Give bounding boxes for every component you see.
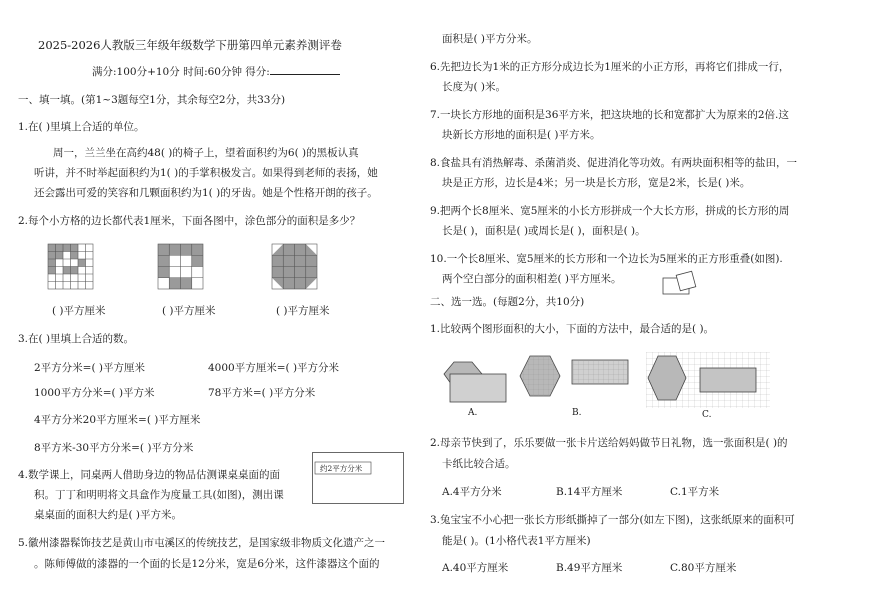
s2-q1-label-c: C. xyxy=(702,410,712,420)
section1-heading: 一、填一填。(第1~3题每空1分，其余每空2分，共33分) xyxy=(18,94,286,106)
q3-item: 4000平方厘米=( )平方分米 xyxy=(208,362,340,374)
q2-grid-figure-3 xyxy=(272,244,318,290)
s2-q1-label-b: B. xyxy=(572,408,582,418)
section2-heading: 二、选一选。(每题2分，共10分) xyxy=(430,296,585,308)
s2-q3-line: 能是( )。(1小格代表1平方厘米) xyxy=(442,535,591,547)
q9-line: 长是( )，面积是( )或周长是( )，面积是( )。 xyxy=(442,225,646,237)
q5-continuation: 面积是( )平方分米。 xyxy=(442,33,538,45)
q9-line: 9.把两个长8厘米、宽5厘米的小长方形拼成一个大长方形，拼成的长方形的周 xyxy=(430,205,790,217)
q1-prompt: 1.在( )里填上合适的单位。 xyxy=(18,121,145,133)
s2-q3-option-a: A.40平方厘米 xyxy=(442,562,509,574)
s2-q3-option-c: C.80平方厘米 xyxy=(670,562,737,574)
q5-line: 5.徽州漆器髹饰技艺是黄山市屯溪区的传统技艺，是国家级非物质文化遗产之一 xyxy=(18,537,386,549)
q2-answer-2: ( )平方厘米 xyxy=(162,305,216,317)
s2-q1-option-a-figure xyxy=(442,360,510,406)
q4-figure-label: 约2平方分米 xyxy=(320,464,363,473)
q1-line: 周一，兰兰坐在高约48( )的椅子上，望着面积约为6( )的黑板认真 xyxy=(53,147,359,159)
s2-q3-option-b: B.49平方厘米 xyxy=(556,562,623,574)
q4-desk-figure xyxy=(312,452,404,504)
q6-line: 6.先把边长为1米的正方形分成边长为1厘米的小正方形，再将它们排成一行， xyxy=(430,61,790,73)
q6-line: 长度为( )米。 xyxy=(442,81,507,93)
q3-item: 78平方米=( )平方分米 xyxy=(208,387,316,399)
q1-line: 还会露出可爱的笑容和几颗面积约为1( )的牙齿。她是个性格开朗的孩子。 xyxy=(34,187,378,199)
s2-q2-line: 2.母亲节快到了，乐乐要做一张卡片送给妈妈做节日礼物，选一张面积是( )的 xyxy=(430,437,788,449)
s2-q1-prompt: 1.比较两个图形面积的大小，下面的方法中，最合适的是( )。 xyxy=(430,323,715,335)
q8-line: 块是正方形，边长是4米；另一块是长方形，宽是2米，长是( )米。 xyxy=(442,177,751,189)
s2-q2-option-c: C.1平方米 xyxy=(670,486,720,498)
s2-q2-line: 卡纸比较合适。 xyxy=(442,458,516,470)
q4-line: 积。丁丁和明明将文具盒作为度量工具(如图)，测出课 xyxy=(34,489,284,501)
q3-item: 1000平方分米=( )平方米 xyxy=(34,387,155,399)
q7-line: 块新长方形地的面积是( )平方米。 xyxy=(442,129,601,141)
q4-line: 4.数学课上，同桌两人借助身边的物品估测课桌桌面的面 xyxy=(18,469,281,481)
q10-line: 两个空白部分的面积相差( )平方厘米。 xyxy=(442,273,622,285)
q2-grid-figure-2 xyxy=(158,244,204,290)
score-line xyxy=(92,64,340,79)
score-line-text: 满分:100分+10分 时间:60分钟 得分: xyxy=(92,66,270,78)
q3-item: 2平方分米=( )平方厘米 xyxy=(34,362,146,374)
s2-q1-option-b-figure xyxy=(518,354,636,406)
q10-line: 10.一个长8厘米、宽5厘米的长方形和一个边长为5厘米的正方形重叠(如图). xyxy=(430,253,783,265)
s2-q3-line: 3.兔宝宝不小心把一张长方形纸撕掉了一部分(如左下图)，这张纸原来的面积可 xyxy=(430,514,795,526)
q3-prompt: 3.在( )里填上合适的数。 xyxy=(18,333,135,345)
score-blank[interactable] xyxy=(270,64,340,75)
page-title: 2025-2026人教版三年级年级数学下册第四单元素养测评卷 xyxy=(38,38,342,52)
q10-overlap-figure xyxy=(662,270,702,298)
q2-answer-3: ( )平方厘米 xyxy=(276,305,330,317)
q3-item: 8平方米-30平方分米=( )平方分米 xyxy=(34,442,194,454)
q4-line: 桌桌面的面积大约是( )平方米。 xyxy=(34,509,183,521)
q2-answer-1: ( )平方厘米 xyxy=(52,305,106,317)
q1-line: 听讲，并不时举起面积约为1( )的手掌积极发言。如果得到老师的表扬，她 xyxy=(34,167,378,179)
q5-line: 。陈师傅做的漆器的一个面的长是12分米，宽是6分米，这件漆器这个面的 xyxy=(34,558,380,570)
s2-q1-label-a: A. xyxy=(468,408,478,418)
s2-q2-option-b: B.14平方厘米 xyxy=(556,486,623,498)
q8-line: 8.食盐具有消热解毒、杀菌消炎、促进消化等功效。有两块面积相等的盐田，一 xyxy=(430,157,798,169)
s2-q2-option-a: A.4平方分米 xyxy=(442,486,502,498)
s2-q1-option-c-figure xyxy=(646,352,770,408)
q7-line: 7.一块长方形地的面积是36平方米，把这块地的长和宽都扩大为原来的2倍.这 xyxy=(430,109,789,121)
q2-prompt: 2.每个小方格的边长都代表1厘米，下面各图中，涂色部分的面积是多少？ xyxy=(18,215,361,227)
q2-grid-figure-1 xyxy=(48,244,94,290)
q3-item: 4平方分米20平方厘米=( )平方厘米 xyxy=(34,414,201,426)
